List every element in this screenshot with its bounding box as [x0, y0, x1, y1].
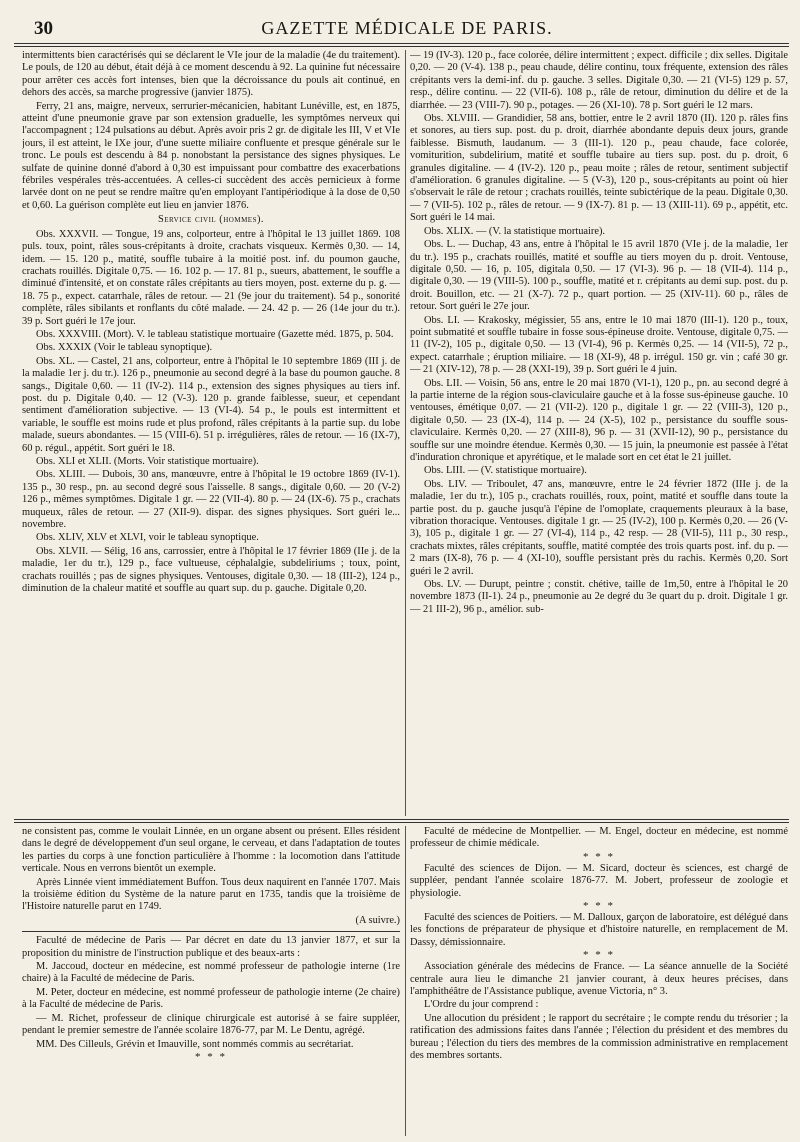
header-rule-double — [14, 46, 789, 47]
observation: Obs. LIII. — (V. statistique mortuaire). — [424, 465, 587, 477]
news-item: M. Jaccoud, docteur en médecine, est nommé professeur de pathologie interne (1re chaire) à la Faculté de médecine de Paris. — [22, 961, 400, 985]
news-item: Faculté des sciences de Dijon. — M. Sicard, docteur ès sciences, est chargé de suppléer, pendant l'année scolaire 1876-77. M. Jobert, professeur de zoologie et physiologie. — [410, 862, 788, 899]
asterism: * * * — [583, 949, 615, 962]
column-divider — [405, 50, 406, 816]
paragraph: Après Linnée vient immédiatement Buffon. Tous deux naquirent en l'année 1707. Mais la troisième édition du Système de la nature parut en 1735, tandis que la troisième de l'Histoire naturelle parut en 1749. — [22, 876, 400, 913]
asterism: * * * — [583, 850, 615, 863]
section-heading: Service civil (hommes). — [157, 214, 265, 226]
observation: Obs. L. — Duchap, 43 ans, entre à l'hôpital le 15 avril 1870 (VIe j. de la maladie, 1er du tr.). 195 p., crachats rouillés, matité et souffle au tiers moyen du p. droit. Ventouse, digitale 0,50. — 16, p. 105, digitala 0,50. — 17 (VI-3). 96 p. — 18 (VII-4). 114 p., digitale 0,30. — 19 (VIII-5). 100 p., souffle, matité et r. crépitants au demi sup. post. du p. droit. Bouillon, etc. — 21 (X-7). 72 p., quart portion. — 25 (XIV-11). 60 p., râles de retour. Sort guéri le 27e jour. — [410, 239, 788, 313]
right-column-bottom — [410, 826, 788, 1136]
paragraph: ne consistent pas, comme le voulait Linnée, en un organe absent ou présent. Elles résident dans le degré de développement d'un seul organe, le cerveau, et dans l'adaptation de toutes les parties du corps à une fonction particulière à l'homme : la locomotion dans l'attitude verticale. Nous en verrons bientôt un exemple. — [22, 826, 400, 875]
observation: Obs. XXXIX (Voir le tableau synoptique). — [36, 342, 213, 354]
observation: Obs. XLI et XLII. (Morts. Voir statistique mortuaire). — [36, 456, 259, 467]
observation: Obs. XXXVIII. (Mort). V. le tableau statistique mortuaire (Gazette méd. 1875, p. 504. — [36, 328, 394, 340]
column-divider — [405, 826, 406, 1136]
observation: Obs. LIV. — Triboulet, 47 ans, manœuvre, entre le 24 février 1872 (IIIe j. de la maladie, 1er du tr.), 105 p., crachats rouillés, roux, point, matité et souffle dans toute la partie post. du p. gauche jusqu'à l'épine de l'omoplate, craquements pleuraux à la base, vibration thoracique. Ventouses. digitale 1 gr. — 25 (IV-2), 100 p. Kermès 0,20. — 26 (V-3), 105 p., digitale 1 gr. — 27 (VI-4), 114 p., 42 resp. — 28 (VII-5), 111 p., 30 resp., crachats mixtes, râles crépitants, souffle, matité comptée des trois quarts post. inf. du p. — 2 mars (IX-8), 76 p. — 4 (XI-10), souffle persistant près du rachis. Kermès 0,20. Sort guéri le 2 avril. — [410, 478, 788, 577]
news-item: M. Peter, docteur en médecine, est nommé professeur de pathologie interne (2e chaire) à la Faculté de médecine de Paris. — [22, 986, 400, 1011]
observation: Obs. LI. — Krakosky, mégissier, 55 ans, entre le 10 mai 1870 (III-1). 120 p., toux, point submatité et souffle tubaire in fosse sous-épineuse droite. Ventouse, digitale 0,75. — 11 (IV-2), 105 p., digitale 0,50. — 13 (VI-4), 96 p. Kermès 0,25. — 14 (VII-5), 72 p., expect. catarrhale ; éruption miliaire. — 18 (XI-9), 48 p. irrégul. 150 gr. vin ; café 30 gr. — 21 (XIV-12), 78 p. — 28 (XXI-19), 39 p. Sort guéri le 4 juin. — [410, 314, 788, 376]
news-item: Une allocution du président ; le rapport du secrétaire ; le compte rendu du trésorier ; la ratification des admissions faites dans l'année ; l'élection du président et des membres du bureau ; l'élection du tiers des membres de la commission administrative en remplacement des membres sortants. — [410, 1012, 788, 1062]
observation: Obs. XXXVII. — Tongue, 19 ans, colporteur, entre à l'hôpital le 13 juillet 1869. 108 puls. toux, point, râles sous-crépitants à droite, crachats visqueux. Kermès 0,30. — 14, idem. — 15. 120 p., matité, souffle tubaire à la moitié post. inf. du poumon gauche, crachats rouillés. Digitale 0,75. — 16. 102 p. — 17. 81 p., sueurs, abattement, le souffle a diminué d'intensité, et on constate râles crépitants au tiers moyen, post. externe du p. g. — 18. 75 p., expect. catarrhale, râles de retour. — 21 (9e jour du traitement). 54 p., sonorité complète, râles sibilants et ronflants du côté malade. — 24. 42 p. — 26 (14e jour du tr.). 39 p. Sort guéri le 17e jour. — [22, 228, 400, 327]
page-number: 30 — [34, 18, 53, 39]
left-column-top — [22, 50, 400, 816]
to-be-continued: (A suivre.) — [355, 914, 400, 926]
news-item: Faculté de médecine de Paris — Par décret en date du 13 janvier 1877, et sur la proposition du ministre de l'instruction publique et des beaux-arts : — [22, 935, 400, 959]
observation: Obs. XLIV, XLV et XLVI, voir le tableau synoptique. — [36, 532, 259, 544]
observation: Obs. XL. — Castel, 21 ans, colporteur, entre à l'hôpital le 10 septembre 1869 (III j. de la maladie 1er j. du tr.). 126 p., pneumonie au second degré à la base du poumon gauche. 8 sangs., Digitale 0,60. — 11 (IV-2). 114 p., extension des signes physiques au tiers inf. post. du p. Digitale 0,40. — 12 (V-3). 120 p. grande faiblesse, sueur, et cependant sentiment d'amélioration subjective. — 13 (VI-4). 54 p., le pouls est intermittent et variable, le souffle est moins rude et plus profond, râles crépitants à la partie sup. du lobe malade, sueurs abondantes. — 15 (VIII-6). 51 p. irrégulières, râles de retour. — 16 (IX-7), 60 p. régul., appétit. Sort guéri le 18. — [22, 355, 400, 454]
paragraph: Ferry, 21 ans, maigre, nerveux, serrurier-mécanicien, habitant Lunéville, est, en 1875, atteint d'une pneumonie grave par son extension graduelle, les symptômes nerveux qui l'accompagnent ; 124 pulsations au début. Après avoir pris 2 gr. de digitale les III, V et VIe jours, il est atteint, le IXe jour, d'une suette miliaire confluente et presque générale sur le tronc. Le pouls est descendu à 84 p. nonobstant la persistance des signes physiques. Le sulfate de quinine donné d'abord à 0,30 est impuissant pour combattre des exacerbations fébriles vespérales très-accentuées. A celles-ci succèdent des accès pernicieux à forme larvée dont on ne peut se rendre maître qu'en employant l'antipériodique à la dose de 0,50 et 0,60. La guérison complète eut lieu en janvier 1876. — [22, 100, 400, 211]
news-item: MM. Des Cilleuls, Grévin et Imauville, sont nommés commis au secrétariat. — [36, 1038, 354, 1050]
paragraph: intermittents bien caractérisés qui se déclarent le VIe jour de la maladie (4e du traitement). Le pouls, de 120 au début, était déjà à ce moment descendu à 92. La quinine fut nécessaire pour arrêter ces accès fort intenses, bien que la décroissance du pouls ait continué, en dehors des accès, sa marche progressive (janvier 1875). — [22, 50, 400, 99]
header-rule — [14, 43, 789, 44]
observation: Obs. XLVIII. — Grandidier, 58 ans, bottier, entre le 2 avril 1870 (II). 120 p. râles fins et sonores, au tiers sup. post. du p. droit, diarrhée abondante depuis deux jours, grande faiblesse. Bismuth, laudanum. — 3 (III-1). 120 p., peau chaude, face colorée, vomiturition, subdelirium, matité et souffle tubaire au tiers sup. post. du p. droit, 6 granules digitaline. — 4 (IV-2). 120 p., peau moite ; râles de retour, sentiment subjectif d'amélioration. 6 granules digitaline. — 5 (V-3), 120 p., sous-crépitants au point où hier s'observait le râle de retour ; crachats rouillés, teinte subictérique de la peau. Digitale 0,30. — 7 (VII-5). 102 p., râles de retour. — 9 (IX-7). 81 p. — 13 (XIII-11). 69 p., appétit, etc. Sort guéri le 14 mai. — [410, 113, 788, 224]
right-column-top — [410, 50, 788, 816]
divider — [22, 931, 400, 932]
page-header — [22, 16, 792, 42]
observation: Obs. LV. — Durupt, peintre ; constit. chétive, taille de 1m,50, entre à l'hôpital le 20 novembre 1873 (II-1). 24 p., pneumonie au 2e degré du 3e quart du p. droit. Digitale 1 gr. — 21 III-2), 96 p., amélior. sub- — [410, 579, 788, 615]
journal-title: GAZETTE MÉDICALE DE PARIS. — [261, 18, 553, 38]
news-item: Association générale des médecins de France. — La séance annuelle de la Société centrale aura lieu le dimanche 21 janvier courant, à deux heures précises, dans l'amphithéâtre de l'Assistance publique, avenue Victoria, n° 3. — [410, 961, 788, 998]
news-item: L'Ordre du jour comprend : — [424, 999, 539, 1011]
section-rule-double — [14, 822, 789, 823]
paragraph: — 19 (IV-3). 120 p., face colorée, délire intermittent ; expect. difficile ; dix selles. Digitale 0,20. — 20 (V-4). 138 p., peau chaude, délire continu, toux fréquente, extension des râles crépitants vers la demi-inf. du p. gauche. 3 selles. Digitale 0,30. — 21 (VI-5) 129 p. 57, resp., délire continu. — 22 (VII-6). 108 p., râle de retour, diminution du délire et de la diarrhée. — 23 (VIII-7). 90 p., potages. — 26 (XI-10). 78 p. Sort guéri le 12 mars. — [410, 50, 788, 111]
news-item: Faculté de médecine de Montpellier. — M. Engel, docteur en médecine, est nommé professeur de chimie médicale. — [410, 826, 788, 850]
asterism: * * * — [195, 1050, 227, 1063]
section-rule — [14, 819, 789, 820]
observation: Obs. XLIII. — Dubois, 30 ans, manœuvre, entre à l'hôpital le 19 octobre 1869 (IV-1). 135 p., 30 resp., pn. au second degré sous l'aisselle. 8 sangs., digitale 0,60. — 20 (V-2) 126 p., mêmes symptômes. Digitale 1 gr. — 22 (VII-4). 80 p. — 24 (IX-6). 75 p., crachats muqueux, râles de retour. — 27 (XII-9). dispar. des signes physiques. Sort guéri le... novembre. — [22, 469, 400, 531]
observation: Obs. XLIX. — (V. la statistique mortuaire). — [424, 225, 606, 237]
news-item: Faculté des sciences de Poitiers. — M. Dalloux, garçon de laboratoire, est délégué dans les fonctions de préparateur de physique et d'histoire naturelle, en remplacement de M. Dassy, démissionnaire. — [410, 912, 788, 948]
asterism: * * * — [583, 900, 615, 913]
news-item: — M. Richet, professeur de clinique chirurgicale est autorisé à se faire suppléer, pendant le premier semestre de l'année scolaire 1876-77, par M. Le Dentu, agrégé. — [22, 1012, 400, 1037]
observation: Obs. XLVII. — Sélig, 16 ans, carrossier, entre à l'hôpital le 17 février 1869 (IIe j. de la maladie, 1er du tr.), 129 p., face vultueuse, céphalalgie, subdeliriums ; toux, point, crachats rouillés ; pas de signes physiques. Ventouses, digitale 0,30. — 18 (III-2), 124 p., diminution de la chaleur matité et souffle au quart sup. du p. gauche. Digitale 0,20. — [22, 545, 400, 595]
left-column-bottom — [22, 826, 400, 1136]
observation: Obs. LII. — Voisin, 56 ans, entre le 20 mai 1870 (VI-1), 120 p., pn. au second degré à la partie interne de la région sous-claviculaire gauche et à la fosse sus-épineuse gauche. 10 ventouses, émétique 0,07. — 21 (VII-2). 120 p., digitale 1 gr. — 22 (VIII-3), 120 p., digitale 0,50. — 23 (IX-4), 114 p. — 24 (X-5), 102 p., persistance du souffle sous-claviculaire. Kermès 0,20. — 27 (XIII-8), 96 p. — 31 (XVII-12), 90 p., persistance du souffle sur une moindre étendue. Kermès 0,30. — 15 juin, la pneumonie est passée à l'état d'induration chronique et apyrétique, et le malade sort en cet état le 21 juillet. — [410, 377, 788, 463]
